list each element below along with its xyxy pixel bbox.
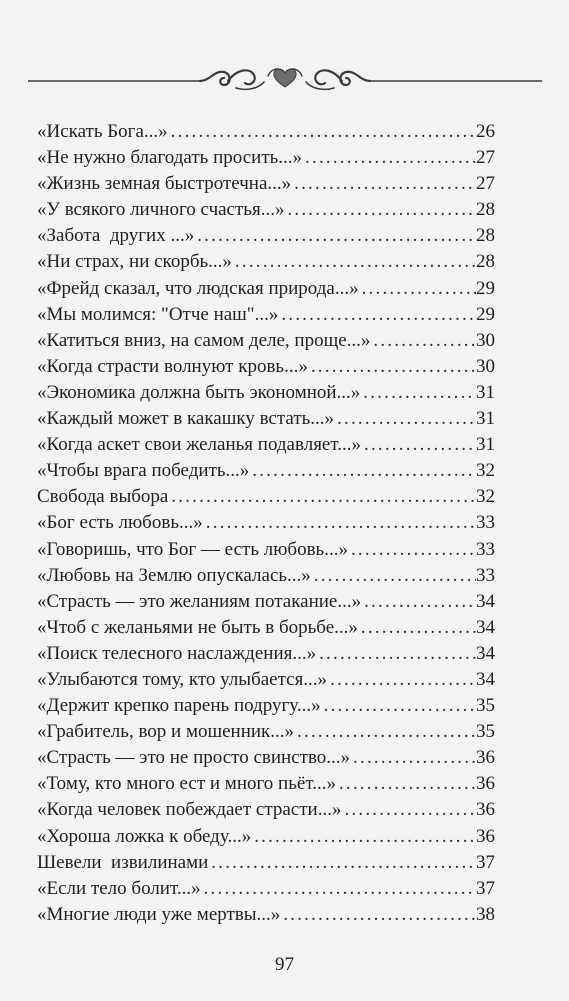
- toc-entry-title: «Когда аскет свои желанья подавляет...»: [37, 434, 361, 456]
- dot-leader: [348, 537, 476, 563]
- dot-leader: [168, 119, 476, 145]
- toc-entry: [37, 380, 495, 406]
- toc-entry-page: 32: [476, 486, 495, 508]
- toc-entry-page: 37: [476, 877, 495, 899]
- toc-entry-title: «Мы молимся: "Отче наш"...»: [37, 303, 279, 325]
- toc-entry-page: 28: [476, 225, 495, 247]
- dot-leader: [370, 328, 476, 354]
- toc-entry-page: 27: [476, 147, 495, 169]
- toc-entry-page: 29: [476, 277, 495, 299]
- toc-entry-title: «Тому, кто много ест и много пьёт...»: [37, 773, 336, 795]
- heart-scroll-ornament-icon: [28, 60, 542, 100]
- toc-entry: [37, 537, 495, 563]
- toc-entry-page: 34: [476, 642, 495, 664]
- toc-entry-title: «Если тело болит...»: [37, 877, 201, 899]
- toc-entry-page: 36: [476, 825, 495, 847]
- toc-entry: [37, 119, 495, 145]
- dot-leader: [360, 380, 476, 406]
- toc-entry-page: 27: [476, 173, 495, 195]
- toc-entry-page: 28: [476, 199, 495, 221]
- toc-entry-page: 34: [476, 590, 495, 612]
- dot-leader: [321, 693, 476, 719]
- dot-leader: [327, 667, 476, 693]
- toc-entry-page: 33: [476, 564, 495, 586]
- toc-entry: [37, 354, 495, 380]
- toc-entry-page: 30: [476, 355, 495, 377]
- toc-entry: [37, 693, 495, 719]
- toc-entry-page: 31: [476, 381, 495, 403]
- toc-entry-title: «Чтоб с желаньями не быть в борьбе...»: [37, 616, 358, 638]
- toc-entry-title: «Любовь на Землю опускалась...»: [37, 564, 311, 586]
- toc-entry: [37, 641, 495, 667]
- toc-entry: [37, 145, 495, 171]
- toc-entry-page: 26: [476, 121, 495, 142]
- toc-entry: [37, 171, 495, 197]
- dot-leader: [201, 876, 476, 902]
- dot-leader: [278, 302, 476, 328]
- dot-leader: [311, 563, 476, 589]
- dot-leader: [232, 249, 476, 275]
- toc-entry-page: 35: [476, 721, 495, 743]
- toc-entry-page: 29: [476, 303, 495, 325]
- toc-entry-page: 34: [476, 616, 495, 638]
- toc-entry-page: 36: [476, 799, 495, 821]
- toc-entry: [37, 719, 495, 745]
- toc-entry: [37, 824, 495, 850]
- dot-leader: [249, 458, 476, 484]
- dot-leader: [194, 223, 476, 249]
- toc-entry: [37, 249, 495, 275]
- toc-entry: [37, 510, 495, 536]
- dot-leader: [359, 276, 476, 302]
- toc-entry: [37, 615, 495, 641]
- toc-entry-title: «Искать Бога...»: [37, 121, 168, 142]
- toc-entry: [37, 771, 495, 797]
- dot-leader: [251, 824, 476, 850]
- toc-entry-title: «Поиск телесного наслаждения...»: [37, 642, 317, 664]
- toc-entry-title: «У всякого личного счастья...»: [37, 199, 285, 221]
- toc-entry-page: 35: [476, 695, 495, 717]
- dot-leader: [358, 615, 476, 641]
- page-number: 97: [275, 954, 294, 975]
- dot-leader: [291, 171, 476, 197]
- toc-entry-page: 38: [476, 903, 495, 925]
- toc-entry-title: «Экономика должна быть экономной...»: [37, 381, 361, 403]
- toc-entry-page: 36: [476, 747, 495, 769]
- toc-entry-page: 33: [476, 538, 495, 560]
- dot-leader: [350, 745, 476, 771]
- toc-entry-title: «Улыбаются тому, кто улыбается...»: [37, 668, 328, 690]
- toc-entry-title: «Многие люди уже мертвы...»: [37, 903, 281, 925]
- toc-entry: [37, 406, 495, 432]
- toc-entry-title: «Катиться вниз, на самом деле, проще...»: [37, 329, 371, 351]
- toc-entry-title: «Хороша ложка к обеду...»: [37, 825, 252, 847]
- toc-entry-page: 33: [476, 512, 495, 534]
- toc-entry-page: 31: [476, 434, 495, 456]
- dot-leader: [294, 719, 476, 745]
- toc-entry-title: «Грабитель, вор и мошенник...»: [37, 721, 295, 743]
- toc-entry-page: 30: [476, 329, 495, 351]
- toc-entry-title: «Забота других ...»: [37, 225, 195, 247]
- toc-entry: [37, 850, 495, 876]
- dot-leader: [280, 902, 476, 928]
- toc-entry: [37, 302, 495, 328]
- dot-leader: [334, 406, 476, 432]
- toc-entry-title: «Страсть — это желаниям потакание...»: [37, 590, 362, 612]
- toc-entry-title: «Страсть — это не просто свинство...»: [37, 747, 351, 769]
- toc-entry: [37, 276, 495, 302]
- toc-entry: [37, 458, 495, 484]
- toc-entry: [37, 328, 495, 354]
- dot-leader: [341, 797, 476, 823]
- toc-entry-title: «Каждый может в какашку встать...»: [37, 408, 335, 430]
- dot-leader: [336, 771, 476, 797]
- dot-leader: [284, 197, 476, 223]
- toc-entry-page: 31: [476, 408, 495, 430]
- toc-entry-title: «Бог есть любовь...»: [37, 512, 203, 534]
- toc-entry: [37, 589, 495, 615]
- toc-entry: [37, 223, 495, 249]
- toc-entry-title: «Чтобы врага победить...»: [37, 460, 250, 482]
- dot-leader: [361, 432, 476, 458]
- toc-entry-title: «Фрейд сказал, что людская природа...»: [37, 277, 359, 299]
- toc-entry-title: «Говоришь, что Бог — есть любовь...»: [37, 538, 348, 560]
- toc-entry-page: 28: [476, 251, 495, 273]
- toc-entry-title: «Ни страх, ни скорбь...»: [37, 251, 232, 273]
- toc-entry-title: «Держит крепко парень подругу...»: [37, 695, 321, 717]
- dot-leader: [361, 589, 476, 615]
- dot-leader: [302, 145, 476, 171]
- toc-entry: [37, 667, 495, 693]
- toc-entry: [37, 484, 495, 510]
- toc-entry-page: 34: [476, 668, 495, 690]
- toc-entry-page: 36: [476, 773, 495, 795]
- dot-leader: [208, 850, 476, 876]
- toc-entry: [37, 432, 495, 458]
- toc-entry: [37, 745, 495, 771]
- toc-entry: [37, 197, 495, 223]
- toc-entry: [37, 797, 495, 823]
- toc-entry-title: «Когда страсти волнуют кровь...»: [37, 355, 308, 377]
- dot-leader: [316, 641, 476, 667]
- toc-entry-title: Свобода выбора: [37, 486, 169, 508]
- toc-entry: [37, 902, 495, 928]
- toc-entry: [37, 563, 495, 589]
- toc-entry-page: 37: [476, 851, 495, 873]
- toc-entry-page: 32: [476, 460, 495, 482]
- dot-leader: [168, 484, 476, 510]
- dot-leader: [203, 510, 476, 536]
- toc-entry: [37, 876, 495, 902]
- toc-entry-title: «Не нужно благодать просить...»: [37, 147, 303, 169]
- toc-entry-title: Шевели извилинами: [37, 851, 209, 873]
- table-of-contents: [37, 119, 495, 928]
- toc-entry-title: «Жизнь земная быстротечна...»: [37, 173, 292, 195]
- dot-leader: [308, 354, 476, 380]
- toc-entry-title: «Когда человек побеждает страсти...»: [37, 799, 342, 821]
